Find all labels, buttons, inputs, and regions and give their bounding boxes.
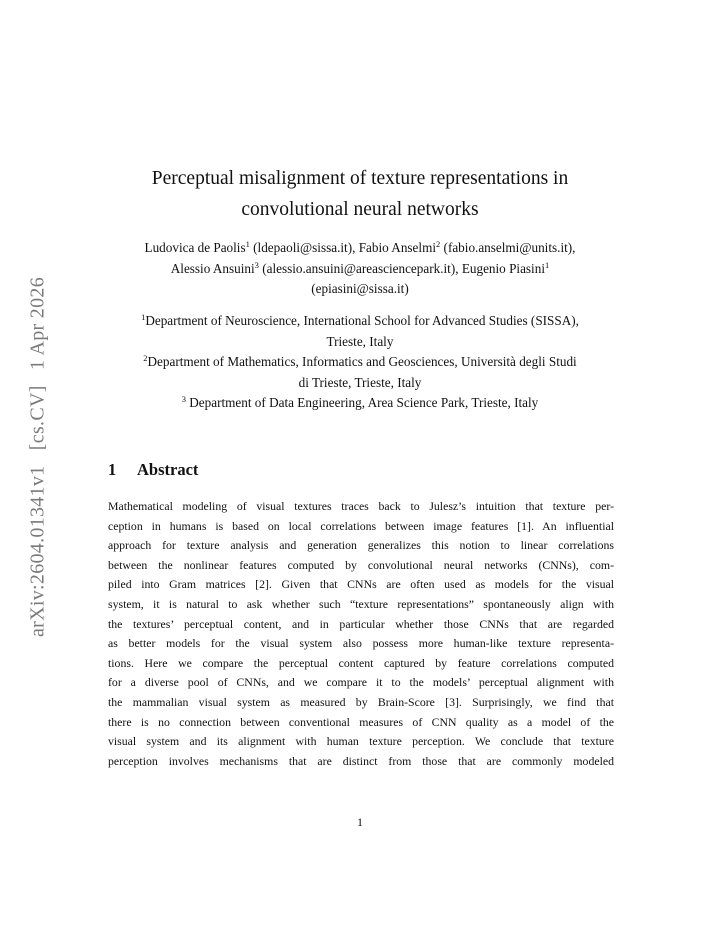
abstract-line: perception involves mechanisms that are distinct from those that are commonly modeled (108, 753, 614, 768)
author-name: Fabio Anselmi (358, 240, 436, 255)
author-email: (alessio.ansuini@areasciencepark.it), (258, 260, 462, 276)
author-line (95, 259, 625, 280)
abstract-line: ception in humans is based on local correlations between image features [1]. An influential (108, 518, 614, 533)
title-line: Perceptual misalignment of texture representations in (151, 168, 569, 189)
abstract-body (108, 497, 614, 771)
author-name: Eugenio Piasini (461, 260, 545, 276)
title-line: convolutional neural networks (241, 199, 479, 220)
abstract-line: the textures’ perceptual content, and in particular whether those CNNs that are regarded (108, 616, 614, 631)
abstract-line: there is no connection between conventional measures of CNN quality as a model of the (108, 714, 614, 729)
arxiv-id: arXiv:2604.01341v1 (26, 465, 49, 637)
abstract-line: system, it is natural to ask whether such “texture representations” spontaneously align with (108, 596, 614, 611)
affiliation-line: $^2$Department of Mathematics, Informatics and Geosciences, Università degli Studi (143, 353, 577, 369)
author-line (95, 238, 625, 259)
author-email: (epiasini@sissa.it) (311, 281, 409, 296)
section-heading (108, 460, 198, 480)
affiliation-line: $^3$ Department of Data Engineering, Area Science Park, Trieste, Italy (181, 394, 539, 410)
arxiv-category: [cs.CV] (26, 385, 49, 451)
affiliation-line: $^1$Department of Neuroscience, International School for Advanced Studies (SISSA), (141, 312, 579, 328)
author-email: (ldepaoli@sissa.it), (249, 240, 359, 255)
abstract-line: tions. Here we compare the perceptual content captured by feature correlations computed (108, 655, 614, 670)
abstract-line: Mathematical modeling of visual textures traces back to Julesz’s intuition that texture per- (108, 499, 614, 513)
affiliation-line: Trieste, Italy (326, 333, 394, 349)
author-affil-mark: 1 (245, 239, 250, 249)
paper-title (110, 163, 610, 225)
author-name: Alessio Ansuini (170, 260, 255, 276)
author-affil-mark: 2 (436, 239, 441, 249)
abstract-line: piled into Gram matrices [2]. Given that CNNs are often used as models for the visual (108, 577, 614, 592)
affiliation-mark: 3 (181, 394, 186, 404)
arxiv-side-stamp (27, 267, 50, 637)
abstract-line: the mammalian visual system as measured by Brain-Score [3]. Surprisingly, we find that (108, 694, 614, 709)
affiliation-line: di Trieste, Trieste, Italy (298, 374, 422, 390)
affiliation-mark: 1 (141, 312, 146, 322)
author-list (95, 238, 625, 300)
section-number: 1 (108, 460, 117, 479)
section-title: Abstract (137, 460, 199, 479)
abstract-line: approach for texture analysis and generation generalizes this notion to linear correlations (108, 538, 614, 553)
affiliation-mark: 2 (143, 353, 148, 363)
author-affil-mark: 3 (254, 259, 259, 270)
abstract-line: between the nonlinear features computed by convolutional neural networks (CNNs), com- (108, 557, 614, 572)
page-number: 1 (357, 815, 363, 829)
arxiv-date: 1 Apr 2026 (26, 277, 49, 370)
author-name: Ludovica de Paolis (144, 240, 246, 255)
author-affil-mark: 1 (544, 259, 550, 270)
abstract-line: visual system and its alignment with human texture perception. We conclude that texture (108, 734, 614, 749)
affiliation-list (95, 311, 625, 414)
author-email: (fabio.anselmi@units.it), (440, 240, 576, 255)
abstract-line: for a diverse pool of CNNs, and we compare it to the models’ perceptual alignment with (108, 675, 614, 690)
abstract-line: as better models for the visual system also possess more human-like texture representa- (108, 636, 614, 651)
